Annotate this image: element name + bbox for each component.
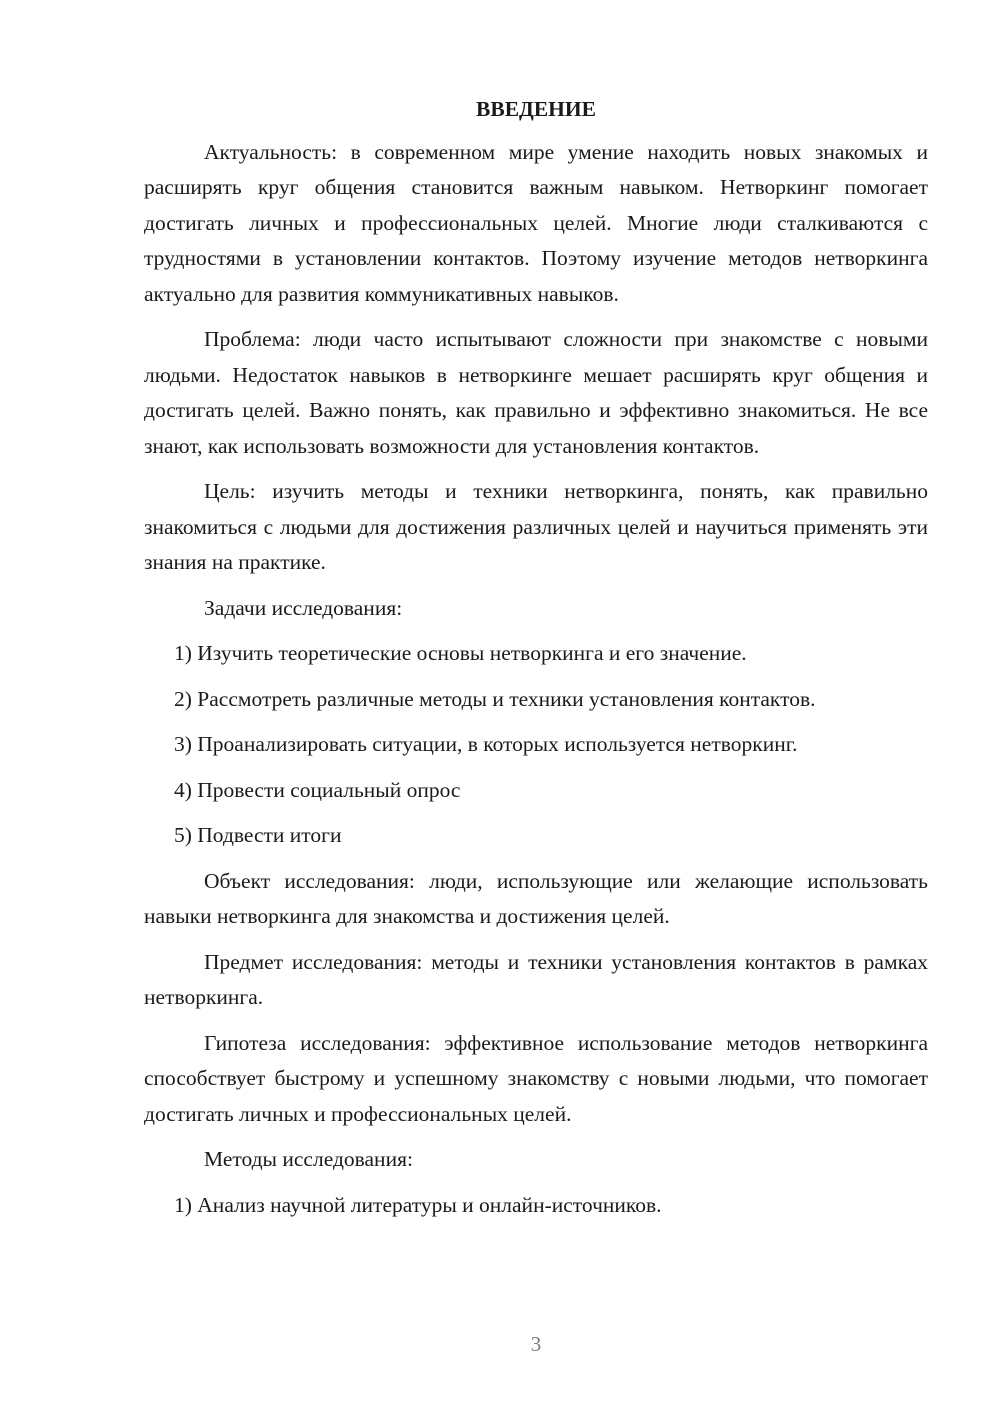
relevance-paragraph: Актуальность: в современном мире умение находить новых знакомых и расширять круг общения становится важным навыком. Нетворкинг помогает достигать личных и профессиональных целей. Многие люди сталкиваются с трудностями в установлении контактов. Поэтому изучение методов нетворкинга актуально для развития коммуникативных навыков.	[144, 139, 928, 306]
methods-heading: Методы исследования:	[204, 1147, 413, 1171]
problem-paragraph: Проблема: люди часто испытывают сложности при знакомстве с новыми людьми. Недостаток навыков в нетворкинге мешает расширять круг общения и достигать целей. Важно понять, как правильно и эффективно знакомиться. Не все знают, как использовать возможности для установления контактов.	[144, 327, 928, 458]
task-item-1: 1) Изучить теоретические основы нетворкинга и его значение.	[174, 641, 747, 665]
task-item-4: 4) Провести социальный опрос	[174, 777, 461, 802]
document-page	[144, 92, 928, 1223]
hypothesis-paragraph: Гипотеза исследования: эффективное использование методов нетворкинга способствует быстрому и успешному знакомству с новыми людьми, что помогает достигать личных и профессиональных целей.	[144, 1030, 928, 1126]
section-title: ВВЕДЕНИЕ	[476, 97, 596, 121]
object-paragraph: Объект исследования: люди, использующие или желающие использовать навыки нетворкинга для знакомства и достижения целей.	[144, 868, 928, 928]
subject-paragraph: Предмет исследования: методы и техники установления контактов в рамках нетворкинга.	[144, 949, 928, 1009]
task-item-5: 5) Подвести итоги	[174, 823, 342, 847]
tasks-heading: Задачи исследования:	[204, 595, 403, 620]
method-item-1: 1) Анализ научной литературы и онлайн-источников.	[174, 1192, 662, 1217]
page-number: 3	[530, 1332, 542, 1356]
goal-paragraph: Цель: изучить методы и техники нетворкинга, понять, как правильно знакомиться с людьми для достижения различных целей и научиться применять эти знания на практике.	[144, 479, 928, 574]
task-item-3: 3) Проанализировать ситуации, в которых используется нетворкинг.	[174, 732, 798, 756]
task-item-2: 2) Рассмотреть различные методы и техники установления контактов.	[174, 686, 816, 711]
